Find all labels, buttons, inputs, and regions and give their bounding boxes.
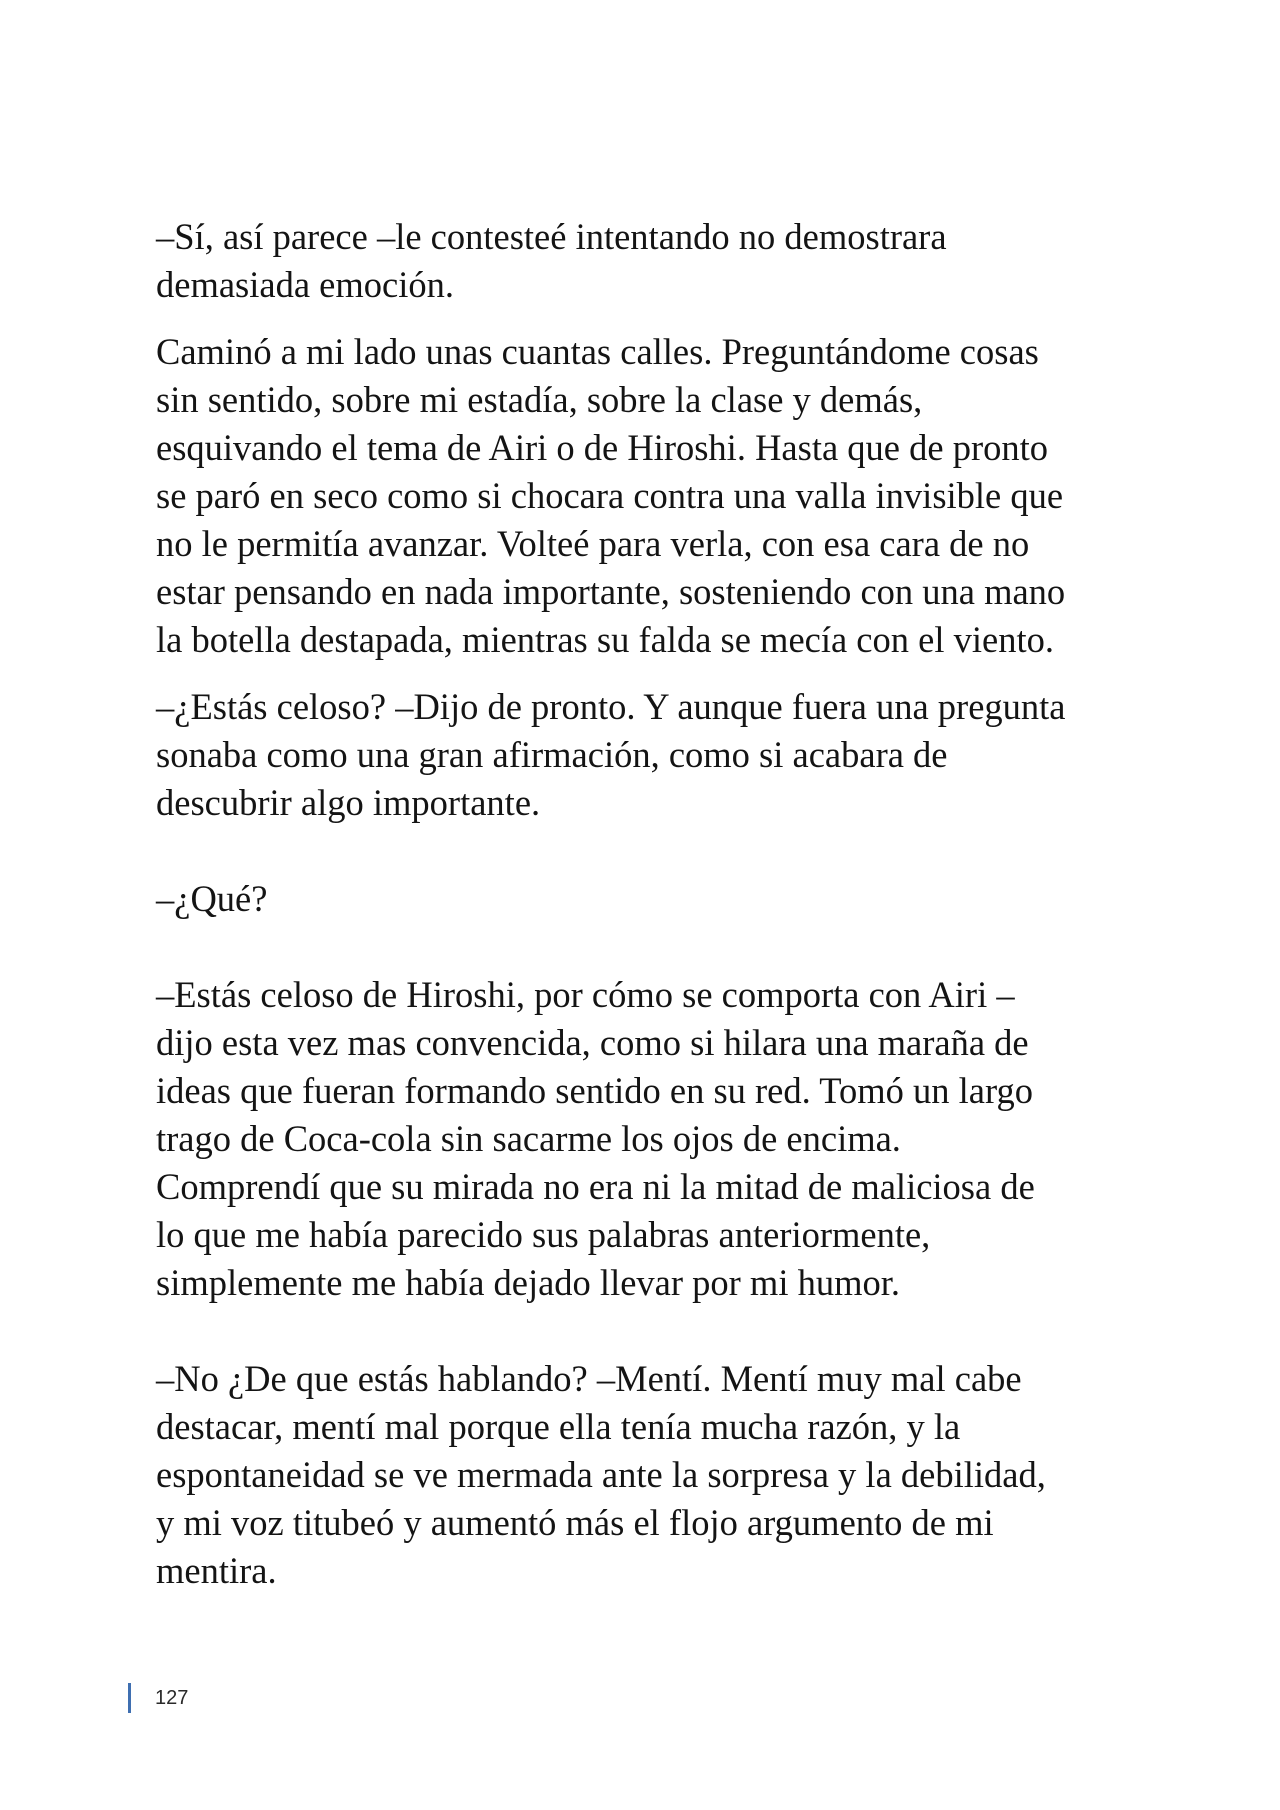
text-line: –No ¿De que estás hablando? –Mentí. Mentí muy mal cabe	[156, 1358, 1022, 1399]
text-line: ideas que fueran formando sentido en su red. Tomó un largo	[156, 1070, 1033, 1111]
body-text	[156, 213, 1146, 1595]
text-line: esquivando el tema de Airi o de Hiroshi. Hasta que de pronto	[156, 427, 1049, 468]
page-footer	[128, 1680, 188, 1716]
paragraph-3	[156, 683, 1146, 827]
paragraph-5	[156, 971, 1146, 1307]
text-line: estar pensando en nada importante, sosteniendo con una mano	[156, 571, 1066, 612]
text-line: destacar, mentí mal porque ella tenía mucha razón, y la	[156, 1406, 961, 1447]
paragraph-6	[156, 1355, 1146, 1595]
text-line: dijo esta vez mas convencida, como si hilara una maraña de	[156, 1022, 1029, 1063]
paragraph-spacer	[156, 664, 1146, 683]
text-line: demasiada emoción.	[156, 264, 454, 305]
paragraph-spacer	[156, 1307, 1146, 1355]
page-number: 127	[155, 1686, 189, 1709]
text-line: trago de Coca-cola sin sacarme los ojos de encima.	[156, 1118, 901, 1159]
text-line: espontaneidad se ve mermada ante la sorpresa y la debilidad,	[156, 1454, 1046, 1495]
text-line: Comprendí que su mirada no era ni la mitad de maliciosa de	[156, 1166, 1035, 1207]
text-line: descubrir algo importante.	[156, 782, 541, 823]
text-line: la botella destapada, mientras su falda se mecía con el viento.	[156, 619, 1054, 660]
text-line: y mi voz titubeó y aumentó más el flojo argumento de mi	[156, 1502, 994, 1543]
text-line: sonaba como una gran afirmación, como si acabara de	[156, 734, 948, 775]
paragraph-2	[156, 328, 1146, 664]
text-line: simplemente me había dejado llevar por mi humor.	[156, 1262, 900, 1303]
paragraph-spacer	[156, 923, 1146, 971]
paragraph-1	[156, 213, 1146, 309]
paragraph-4	[156, 875, 1146, 923]
text-line: no le permitía avanzar. Volteé para verla, con esa cara de no	[156, 523, 1030, 564]
text-line: se paró en seco como si chocara contra una valla invisible que	[156, 475, 1064, 516]
text-line: –¿Estás celoso? –Dijo de pronto. Y aunque fuera una pregunta	[156, 686, 1066, 727]
footer-accent-bar	[128, 1683, 131, 1713]
paragraph-spacer	[156, 827, 1146, 875]
text-line: sin sentido, sobre mi estadía, sobre la clase y demás,	[156, 379, 923, 420]
text-line: Caminó a mi lado unas cuantas calles. Preguntándome cosas	[156, 331, 1039, 372]
text-line: –Estás celoso de Hiroshi, por cómo se comporta con Airi –	[156, 974, 1015, 1015]
text-line: lo que me había parecido sus palabras anteriormente,	[156, 1214, 931, 1255]
text-line: –Sí, así parece –le contesteé intentando no demostrara	[156, 216, 947, 257]
text-line: mentira.	[156, 1550, 277, 1591]
text-line: –¿Qué?	[156, 878, 268, 919]
paragraph-spacer	[156, 309, 1146, 328]
